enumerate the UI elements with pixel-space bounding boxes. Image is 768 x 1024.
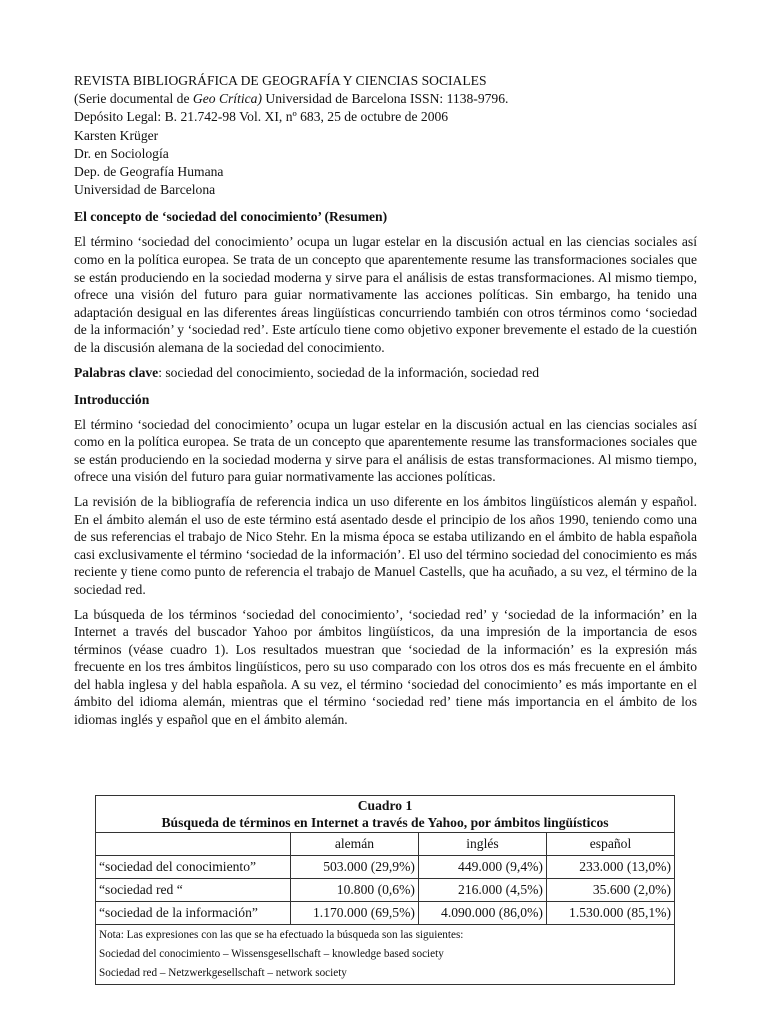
summary-paragraph: El término ‘sociedad del conocimiento’ ocupa un lugar estelar en la discusión actual en las ciencias sociales así como en la política europea. Se trata de un concepto que aparentemente resume las transformaciones sociales que se están produciendo en la sociedad moderna y sirve para el análisis de estas transformaciones. Al mismo tiempo, ofrece una visión del futuro para guiar normativamente las acciones políticas. Sin embargo, ha tenido una adaptación desigual en las diferentes áreas lingüísticas concurriendo también con otros términos como ‘sociedad de la información’ y ‘sociedad red’. Este artículo tiene como objetivo exponer brevemente el estado de la cuestión de la discusión alemana de la sociedad del conocimiento. — [74, 234, 697, 355]
table-cell: 1.170.000 (69,5%) — [290, 902, 418, 925]
table-cell: 4.090.000 (86,0%) — [418, 902, 546, 925]
table-cell: 449.000 (9,4%) — [418, 856, 546, 879]
intro-paragraph-1: El término ‘sociedad del conocimiento’ ocupa un lugar estelar en la discusión actual en las ciencias sociales así como en la política europea. Se trata de un concepto que aparentemente resume las transformaciones sociales que se están produciendo en la sociedad moderna y sirve para el análisis de estas transformaciones. Al mismo tiempo, ofrece una visión del futuro para guiar normativamente las acciones políticas. — [74, 416, 697, 485]
intro-paragraph-3: La búsqueda de los términos ‘sociedad del conocimiento’, ‘sociedad red’ y ‘sociedad de la información’ en la Internet a través del buscador Yahoo por ámbitos lingüísticos, da una impresión de la importancia de esos términos (véase cuadro 1). Los resultados muestran que ‘sociedad de la información’ es la expresión más frecuente en los tres ámbitos lingüísticos, pero su uso comparado con los otros dos es más frecuente en el ámbito del habla inglesa y del habla española. A su vez, el término ‘sociedad del conocimiento’ es más importante en el ámbito del idioma alemán, mientras que el término ‘sociedad red’ tiene más importancia en el ámbito de los idiomas inglés y español que en el ámbito alemán. — [74, 606, 697, 728]
column-header: español — [546, 833, 674, 856]
table-subtitle: Búsqueda de términos en Internet a través de Yahoo, por ámbitos lingüísticos — [161, 815, 609, 830]
intro-paragraph-2: La revisión de la bibliografía de referencia indica un uso diferente en los ámbitos lingüísticos alemán y español. En el ámbito alemán el uso de este término está asentado desde el principio de los años 1990, teniendo como una de sus referencias el trabajo de Nico Stehr. En la misma época se estaba utilizando en el ámbito de habla española casi exclusivamente el término ‘sociedad de la información’. El uso del término sociedad del conocimiento es más reciente y tiene como punto de referencia el trabajo de Manuel Castells, que ha acuñado, a su vez, el término de la sociedad red. — [74, 493, 697, 597]
table-cell: 216.000 (4,5%) — [418, 879, 546, 902]
table-cell: 233.000 (13,0%) — [546, 856, 674, 879]
author-university: Universidad de Barcelona — [74, 182, 216, 198]
row-label: “sociedad del conocimiento” — [96, 856, 291, 879]
note-line: Nota: Las expresiones con las que se ha efectuado la búsqueda son las siguientes: — [99, 929, 464, 941]
geo-critica-title: Geo Crítica) — [192, 91, 262, 107]
journal-title: REVISTA BIBLIOGRÁFICA DE GEOGRAFÍA Y CIENCIAS SOCIALES — [74, 73, 487, 88]
table-corner-cell — [96, 833, 291, 856]
table-note — [96, 925, 675, 985]
series-line: (Serie documental de Geo Crítica) Universidad de Barcelona ISSN: 1138-9796. — [74, 91, 509, 107]
intro-heading: Introducción — [74, 391, 150, 407]
deposit-line: Depósito Legal: B. 21.742-98 Vol. XI, nº 683, 25 de octubre de 2006 — [74, 109, 449, 125]
table-header-row — [96, 833, 675, 856]
note-line: Sociedad del conocimiento – Wissensgesellschaft – knowledge based society — [99, 948, 444, 960]
author-name: Karsten Krüger — [74, 127, 159, 143]
table-row — [96, 856, 675, 879]
author-degree: Dr. en Sociología — [74, 145, 169, 161]
header-block — [74, 72, 697, 199]
author-department: Dep. de Geografía Humana — [74, 164, 224, 180]
keywords-line: Palabras clave: sociedad del conocimiento, sociedad de la información, sociedad red — [74, 364, 540, 380]
table-row — [96, 879, 675, 902]
row-label: “sociedad de la información” — [96, 902, 291, 925]
note-line: Sociedad red – Netzwerkgesellschaft – network society — [99, 967, 347, 979]
row-label: “sociedad red “ — [96, 879, 291, 902]
table-title-cell — [96, 796, 675, 833]
table-title: Cuadro 1 — [357, 798, 413, 813]
keywords-label: Palabras clave — [74, 364, 159, 380]
document-page — [74, 72, 697, 729]
cuadro-1-table — [95, 795, 675, 985]
table-row — [96, 902, 675, 925]
table-cell: 503.000 (29,9%) — [290, 856, 418, 879]
table-cell: 1.530.000 (85,1%) — [546, 902, 674, 925]
column-header: alemán — [290, 833, 418, 856]
table-cell: 35.600 (2,0%) — [546, 879, 674, 902]
table-cell: 10.800 (0,6%) — [290, 879, 418, 902]
summary-heading: El concepto de ‘sociedad del conocimiento’ (Resumen) — [74, 209, 388, 225]
column-header: inglés — [418, 833, 546, 856]
